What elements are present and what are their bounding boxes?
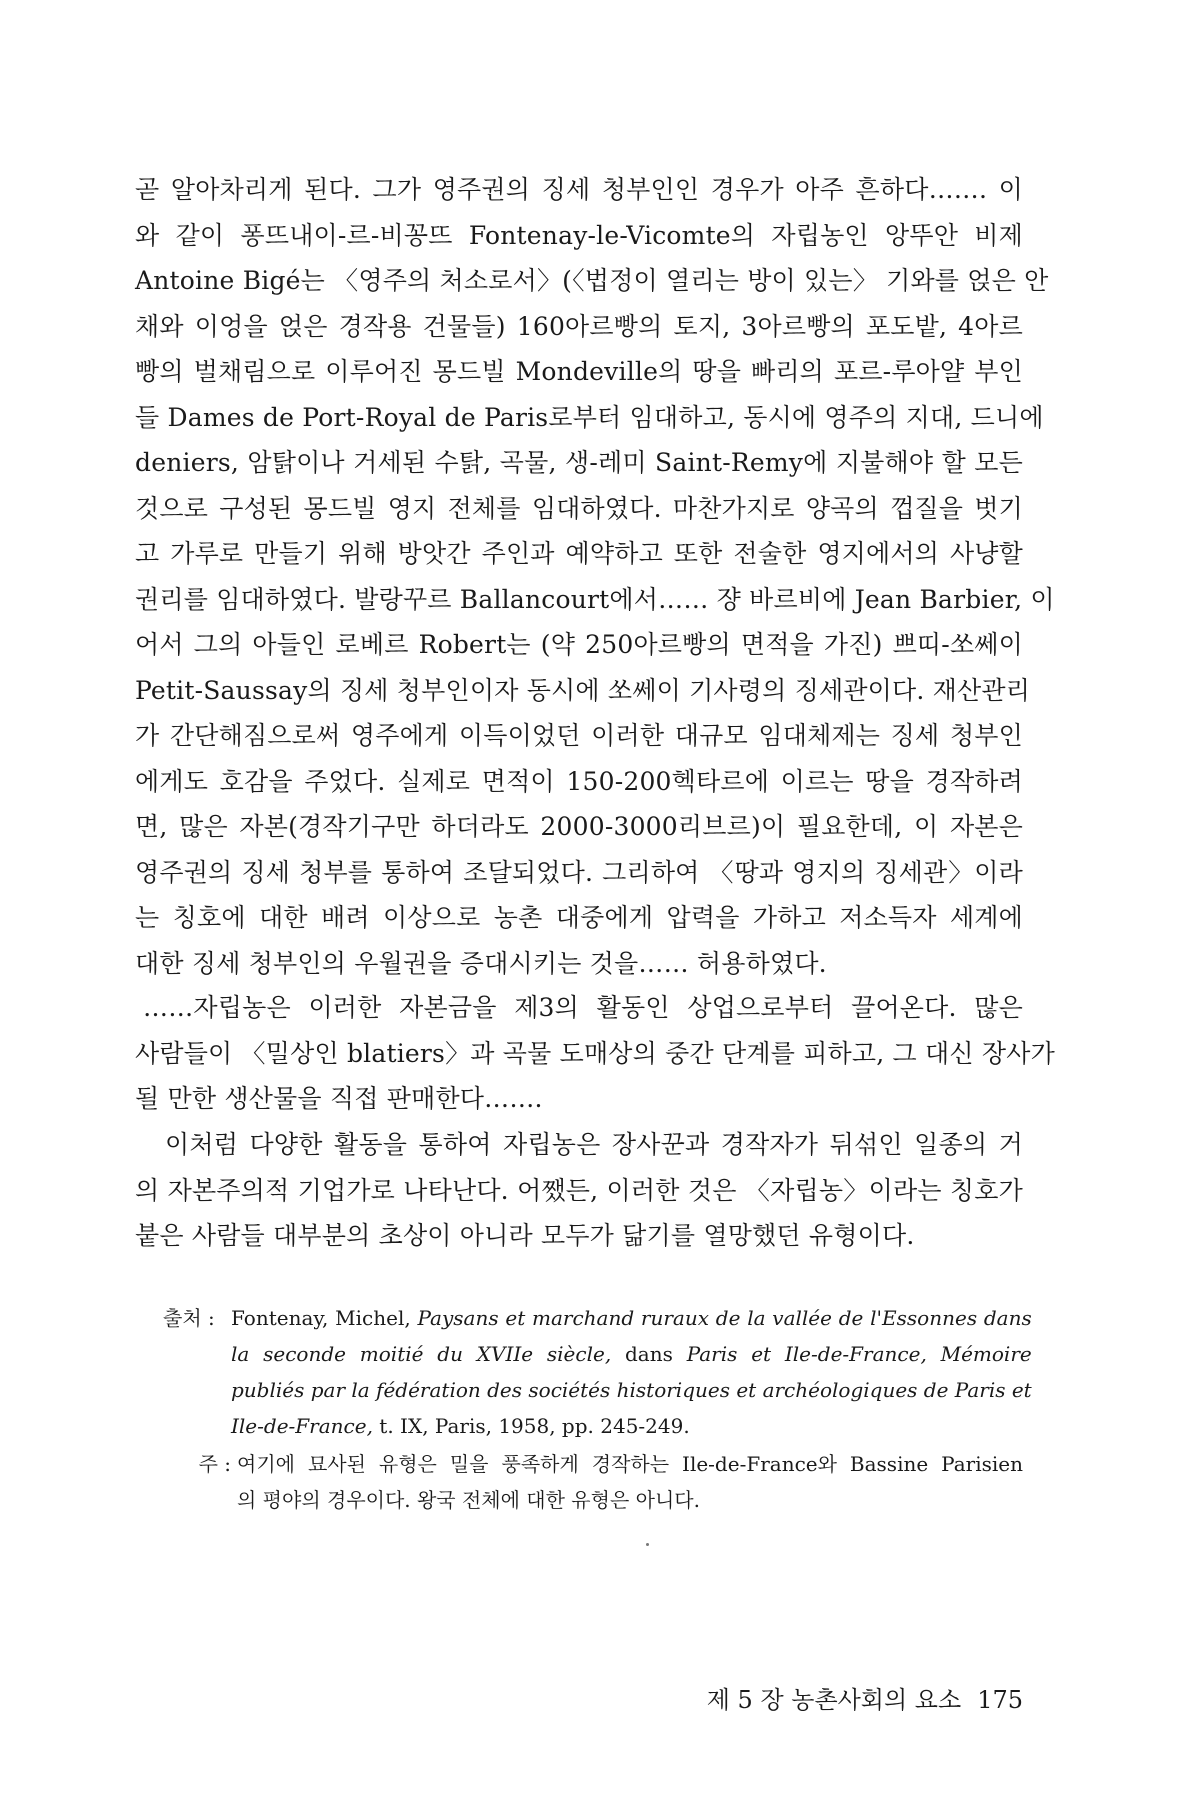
page-number: 175: [977, 1686, 1023, 1714]
citation-line: [231, 1408, 1032, 1444]
footnotes: [163, 1300, 1032, 1518]
citation-connector: dans: [625, 1342, 673, 1366]
conclusion-paragraph: [135, 1122, 1023, 1259]
citation-line: publiés par la fédération des sociétés historiques et archéologiques de Paris et: [231, 1378, 1032, 1402]
text-line: 빵의 벌채림으로 이루어진 몽드빌 Mondeville의 땅을 빠리의 포르-루아얄 부인: [135, 357, 1023, 386]
main-paragraph: [135, 167, 1055, 986]
text-line: Antoine Bigé는 〈영주의 처소로서〉(〈법정이 열리는 방이 있는〉 기와를 얹은 안: [135, 266, 1049, 295]
text-line: 들 Dames de Port-Royal de Paris로부터 임대하고, 동시에 영주의 지대, 드니에: [135, 402, 1044, 432]
citation-line: [231, 1336, 1032, 1372]
text-line: Petit-Saussay의 징세 청부인이자 동시에 쏘쎄이 기사령의 징세관이다. 재산관리: [135, 675, 1031, 705]
text-line: 영주권의 징세 청부를 통하여 조달되었다. 그리하여 〈땅과 영지의 징세관〉이라: [135, 857, 1023, 887]
text-line: 는 칭호에 대한 배려 이상으로 농촌 대중에게 압력을 가하고 저소득자 세계에: [135, 903, 1023, 932]
text-line: 가 간단해짐으로써 영주에게 이득이었던 이러한 대규모 임대체제는 징세 청부인: [135, 721, 1023, 750]
citation-volume: t. IX, Paris, 1958, pp. 245-249.: [379, 1414, 690, 1438]
text-line: 사람들이 〈밀상인 blatiers〉과 곡물 도매상의 중간 단계를 피하고, 그 대신 장사가: [135, 1038, 1055, 1068]
text-line: 곧 알아차리게 된다. 그가 영주권의 징세 청부인인 경우가 아주 흔하다……. 이: [135, 175, 1023, 204]
comment-label: 주 :: [198, 1452, 231, 1476]
stray-dot: [646, 1543, 649, 1546]
comment-line: 여기에 묘사된 유형은 밀을 풍족하게 경작하는 Ile-de-France와 Bassine Parisien: [237, 1452, 1023, 1476]
citation-collection: Ile-de-France,: [231, 1414, 373, 1438]
text-line: 어서 그의 아들인 로베르 Robert는 (약 250아르빵의 면적을 가진) 쁘띠-쏘쎄이: [135, 630, 1023, 659]
text-line: deniers, 암탉이나 거세된 수탉, 곡물, 생-레미 Saint-Remy에 지불해야 할 모든: [135, 448, 1023, 477]
text-line: 것으로 구성된 몽드빌 영지 전체를 임대하였다. 마찬가지로 양곡의 껍질을 벗기: [135, 493, 1023, 523]
citation-title: Paysans et marchand ruraux de la vallée de l'Essonnes dans: [417, 1306, 1032, 1330]
page-footer: [700, 1680, 1023, 1715]
text-line: 채와 이엉을 얹은 경작용 건물들) 160아르빵의 토지, 3아르빵의 포도밭, 4아르: [135, 311, 1023, 341]
text-line: 고 가루로 만들기 위해 방앗간 주인과 예약하고 또한 전술한 영지에서의 사냥할: [135, 539, 1023, 568]
comment-text: [237, 1446, 1023, 1518]
citation-line: [231, 1300, 1032, 1336]
text-line: 이처럼 다양한 활동을 통하여 자립농은 장사꾼과 경작자가 뒤섞인 일종의 거: [165, 1130, 1023, 1159]
source-note: [163, 1300, 1032, 1444]
chapter-title: 제 5 장 농촌사회의 요소: [706, 1686, 962, 1714]
comment-note: [163, 1446, 1023, 1518]
source-citation: [231, 1300, 1032, 1444]
text-line: 될 만한 생산물을 직접 판매한다…….: [135, 1084, 543, 1113]
text-line: 의 자본주의적 기업가로 나타난다. 어쨌든, 이러한 것은 〈자립농〉이라는 칭호가: [135, 1175, 1023, 1205]
citation-author: Fontenay, Michel,: [231, 1306, 411, 1330]
source-label: 출처 :: [163, 1306, 215, 1330]
text-line: 붙은 사람들 대부분의 초상이 아니라 모두가 닮기를 열망했던 유형이다.: [135, 1221, 915, 1250]
comment-line: 의 평야의 경우이다. 왕국 전체에 대한 유형은 아니다.: [237, 1488, 700, 1512]
second-paragraph: [135, 985, 1055, 1122]
text-line: 대한 징세 청부인의 우월권을 증대시키는 것을…… 허용하였다.: [135, 948, 827, 978]
text-line: 권리를 임대하였다. 발랑꾸르 Ballancourt에서…… 쟝 바르비에 Jean Barbier, 이: [135, 584, 1055, 614]
text-line: 면, 많은 자본(경작기구만 하더라도 2000-3000리브르)이 필요한데, 이 자본은: [135, 812, 1023, 841]
text-line: 와 같이 퐁뜨내이-르-비꽁뜨 Fontenay-le-Vicomte의 자립농인 앙뚜안 비제: [135, 220, 1023, 250]
citation-title: la seconde moitié du XVIIe siècle,: [231, 1342, 612, 1366]
text-line: 에게도 호감을 주었다. 실제로 면적이 150-200헥타르에 이르는 땅을 경작하려: [135, 766, 1023, 796]
citation-collection: Paris et Ile-de-France, Mémoire: [686, 1342, 1032, 1366]
text-line: ……자립농은 이러한 자본금을 제3의 활동인 상업으로부터 끌어온다. 많은: [143, 993, 1023, 1022]
